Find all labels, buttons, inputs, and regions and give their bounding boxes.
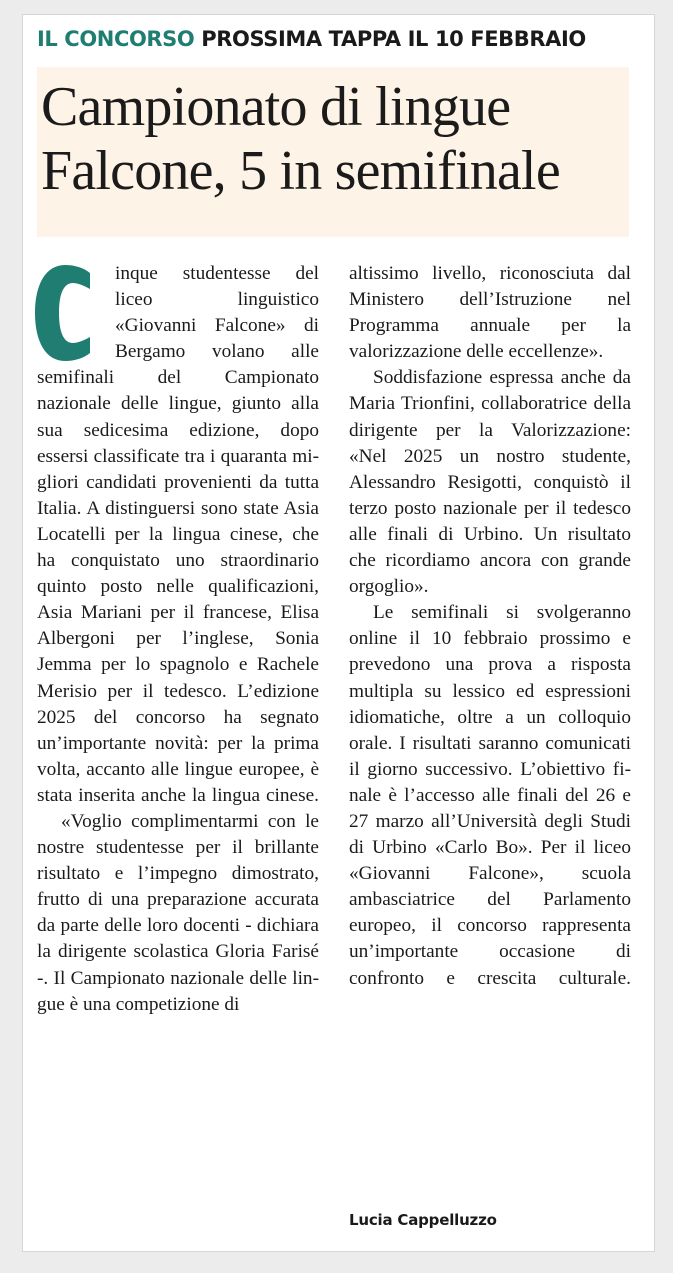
drop-cap xyxy=(35,265,99,361)
kicker xyxy=(37,27,586,51)
headline xyxy=(41,75,560,203)
paragraph-1: inque studentesse del liceo linguistico «Giovanni Falcone» di Bergamo volano alle semifinali del Campionato nazionale delle lingue, giunto alla sua sedicesima edizione, dopo essersi classificate tra i quaranta migliori candidati provenienti da tutta Italia. A distinguersi sono state Asia Locatelli per la lingua cinese, che ha conquistato uno straordinario quinto posto nelle qualificazioni, Asia Mariani per il francese, Elisa Albergoni per l’inglese, Sonia Jemma per lo spagnolo e Rachele Merisio per il tedesco. L’edizione 2025 del concorso ha segnato un’importante novità: per la prima volta, accanto alle lingue europee, è stata inserita anche la lingua cinese. xyxy=(37,263,319,806)
column-right xyxy=(349,261,631,992)
paragraph-2-start: «Voglio complimentarmi con le nostre studentesse per il brillante risultato e l’impegno dimostrato, frutto di una preparazione accurata da parte delle loro docenti - dichiara la dirigente scolastica Gloria Farisé -. Il Campionato nazionale delle lingue è una competizione di xyxy=(37,810,319,1015)
kicker-text: PROSSIMA TAPPA IL 10 FEBBRAIO xyxy=(201,27,586,51)
article-clipping xyxy=(22,14,655,1252)
headline-box xyxy=(37,67,629,237)
kicker-label: IL CONCORSO xyxy=(37,27,195,51)
column-left xyxy=(37,261,319,1018)
paragraph-2-end: altissimo livello, riconosciuta dal Ministero dell’Istruzione nel Programma annuale per la valorizzazione delle eccellenze». xyxy=(349,263,631,363)
drop-cap-glyph xyxy=(35,265,90,361)
headline-line-1: Campionato di lingue xyxy=(41,76,511,138)
paragraph-3: Soddisfazione espressa anche da Maria Trionfini, collaboratrice della dirigente per la Valorizzazione: «Nel 2025 un nostro studente, Alessandro Resigotti, conquistò il terzo posto nazionale per il tedesco alle finali di Urbino. Un risultato che ricordiamo ancora con grande orgoglio». xyxy=(349,367,631,598)
byline: Lucia Cappelluzzo xyxy=(349,1211,497,1229)
headline-line-2: Falcone, 5 in semifinale xyxy=(41,140,560,202)
paragraph-4: Le semifinali si svolgeranno online il 10 febbraio prossimo e prevedono una prova a risposta multipla su lessico ed espressioni idiomatiche, oltre a un colloquio orale. I risultati saranno comunicati il giorno successivo. L’obiettivo finale è l’accesso alle finali del 26 e 27 marzo all’Università degli Studi di Urbino «Carlo Bo». Per il liceo «Giovanni Falcone», scuola ambasciatrice del Parlamento europeo, il concorso rappresenta un’importante occasione di confronto e crescita culturale. xyxy=(349,602,631,989)
